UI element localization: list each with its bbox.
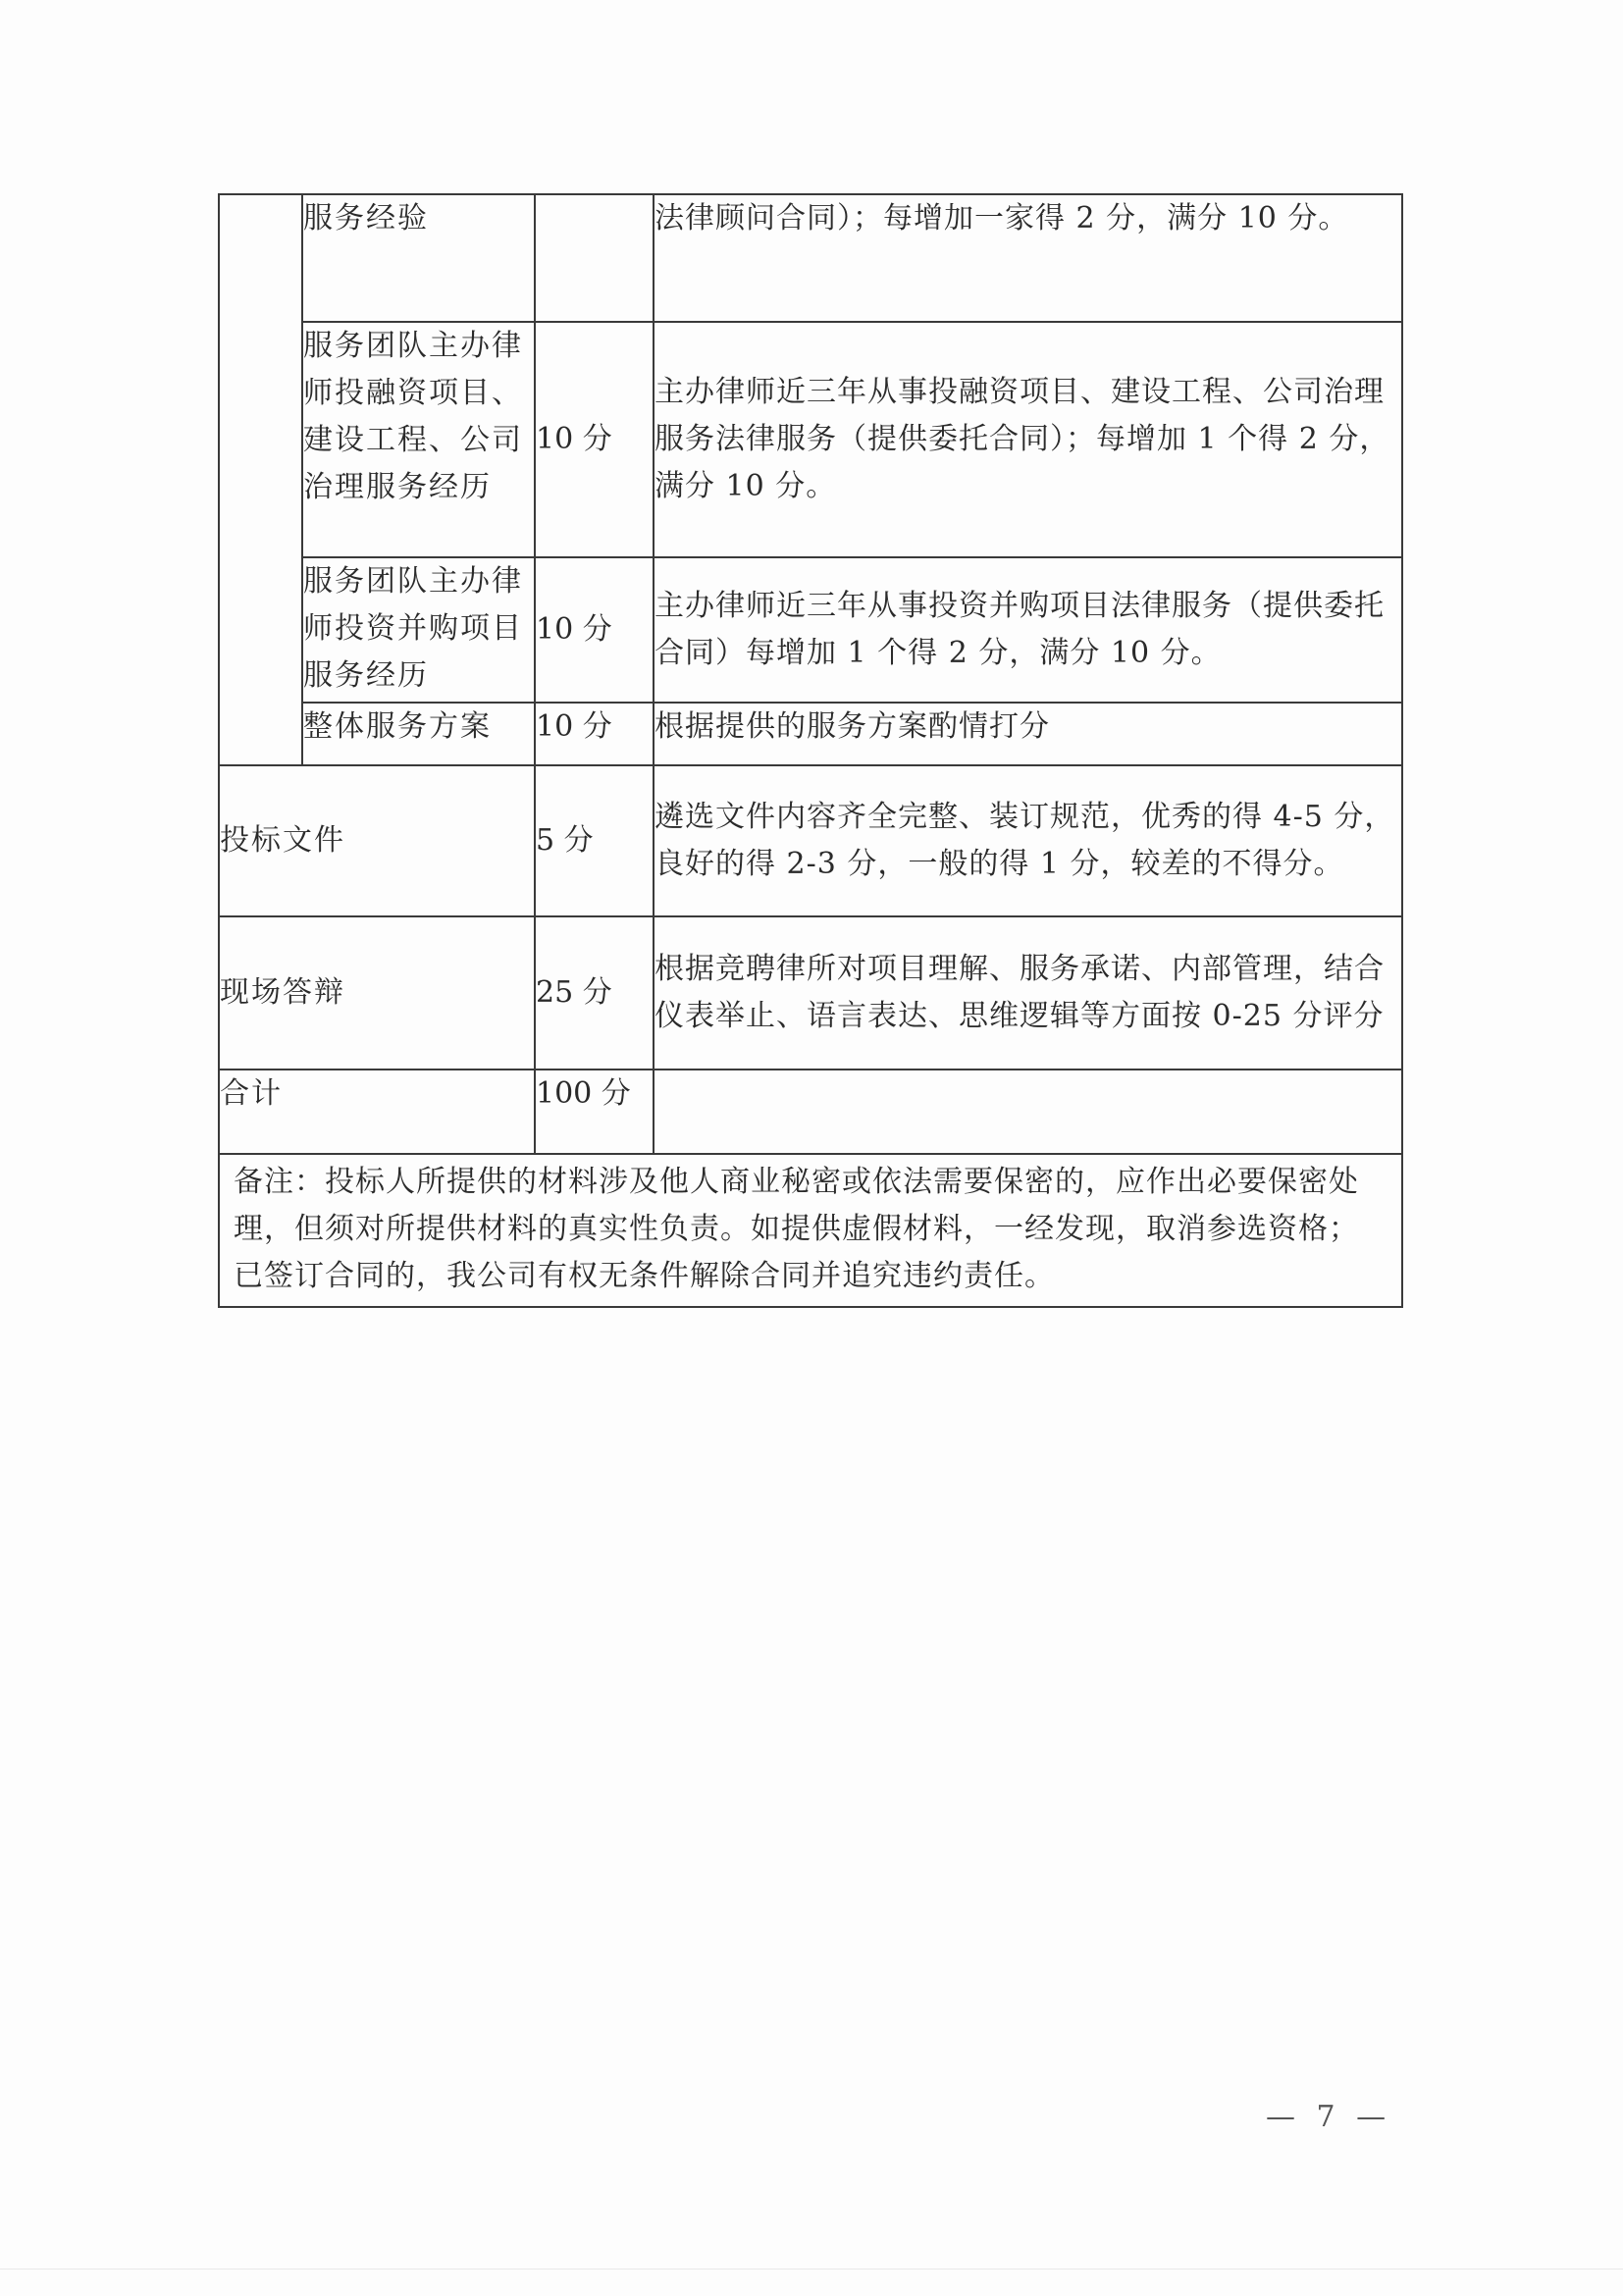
score-value: 25 分 bbox=[536, 975, 612, 1010]
table-row bbox=[219, 765, 1402, 916]
item-label: 服务经验 bbox=[303, 201, 429, 235]
desc-cell bbox=[654, 557, 1402, 703]
table-row bbox=[219, 916, 1402, 1070]
table-row bbox=[219, 703, 1402, 765]
desc-cell bbox=[654, 703, 1402, 765]
table-row bbox=[219, 194, 1402, 322]
desc-cell bbox=[654, 765, 1402, 916]
item-cell bbox=[302, 703, 535, 765]
item-label: 服务团队主办律师投资并购项目服务经历 bbox=[303, 564, 523, 693]
scoring-table bbox=[218, 193, 1403, 1308]
item-label: 投标文件 bbox=[220, 823, 345, 858]
score-cell bbox=[535, 765, 654, 916]
score-value: 10 分 bbox=[536, 709, 612, 744]
score-cell bbox=[535, 916, 654, 1070]
score-value: 5 分 bbox=[536, 823, 594, 858]
table-row bbox=[219, 557, 1402, 703]
desc-text: 根据提供的服务方案酌情打分 bbox=[654, 709, 1050, 744]
item-label: 整体服务方案 bbox=[303, 709, 492, 744]
desc-text: 主办律师近三年从事投资并购项目法律服务（提供委托合同）每增加 1 个得 2 分，满分 10 分。 bbox=[654, 589, 1385, 670]
score-value: 10 分 bbox=[536, 612, 612, 647]
item-cell bbox=[302, 194, 535, 322]
item-cell bbox=[219, 916, 535, 1070]
desc-text: 根据竞聘律所对项目理解、服务承诺、内部管理，结合仪表举止、语言表达、思维逻辑等方面按 0-25 分评分 bbox=[654, 952, 1385, 1033]
score-value: 10 分 bbox=[536, 422, 612, 456]
item-cell bbox=[302, 322, 535, 557]
note-text: 备注：投标人所提供的材料涉及他人商业秘密或依法需要保密的，应作出必要保密处理，但须对所提供材料的真实性负责。如提供虚假材料，一经发现，取消参选资格；已签订合同的，我公司有权无条件解除合同并追究违约责任。 bbox=[234, 1165, 1359, 1293]
item-cell bbox=[219, 1070, 535, 1154]
desc-cell bbox=[654, 194, 1402, 322]
score-cell bbox=[535, 703, 654, 765]
score-cell bbox=[535, 322, 654, 557]
note-row bbox=[219, 1154, 1402, 1307]
item-cell bbox=[219, 765, 535, 916]
desc-cell bbox=[654, 916, 1402, 1070]
desc-text: 主办律师近三年从事投融资项目、建设工程、公司治理服务法律服务（提供委托合同）；每增加 1 个得 2 分，满分 10 分。 bbox=[654, 375, 1390, 503]
desc-cell bbox=[654, 322, 1402, 557]
item-label: 合计 bbox=[220, 1076, 283, 1111]
page-number: — 7 — bbox=[1266, 2100, 1392, 2134]
desc-cell bbox=[654, 1070, 1402, 1154]
table-row bbox=[219, 322, 1402, 557]
scan-edge-line bbox=[0, 2269, 1623, 2270]
item-label: 现场答辩 bbox=[220, 975, 345, 1010]
item-cell bbox=[302, 557, 535, 703]
category-cell bbox=[219, 194, 302, 765]
score-cell bbox=[535, 1070, 654, 1154]
score-value: 100 分 bbox=[536, 1076, 631, 1111]
score-cell bbox=[535, 557, 654, 703]
desc-text: 法律顾问合同）；每增加一家得 2 分，满分 10 分。 bbox=[654, 201, 1349, 235]
score-cell bbox=[535, 194, 654, 322]
item-label: 服务团队主办律师投融资项目、建设工程、公司治理服务经历 bbox=[303, 329, 523, 504]
table-row bbox=[219, 1070, 1402, 1154]
desc-text: 遴选文件内容齐全完整、装订规范，优秀的得 4-5 分，良好的得 2-3 分，一般的得 1 分，较差的不得分。 bbox=[654, 800, 1395, 881]
note-cell bbox=[219, 1154, 1402, 1307]
